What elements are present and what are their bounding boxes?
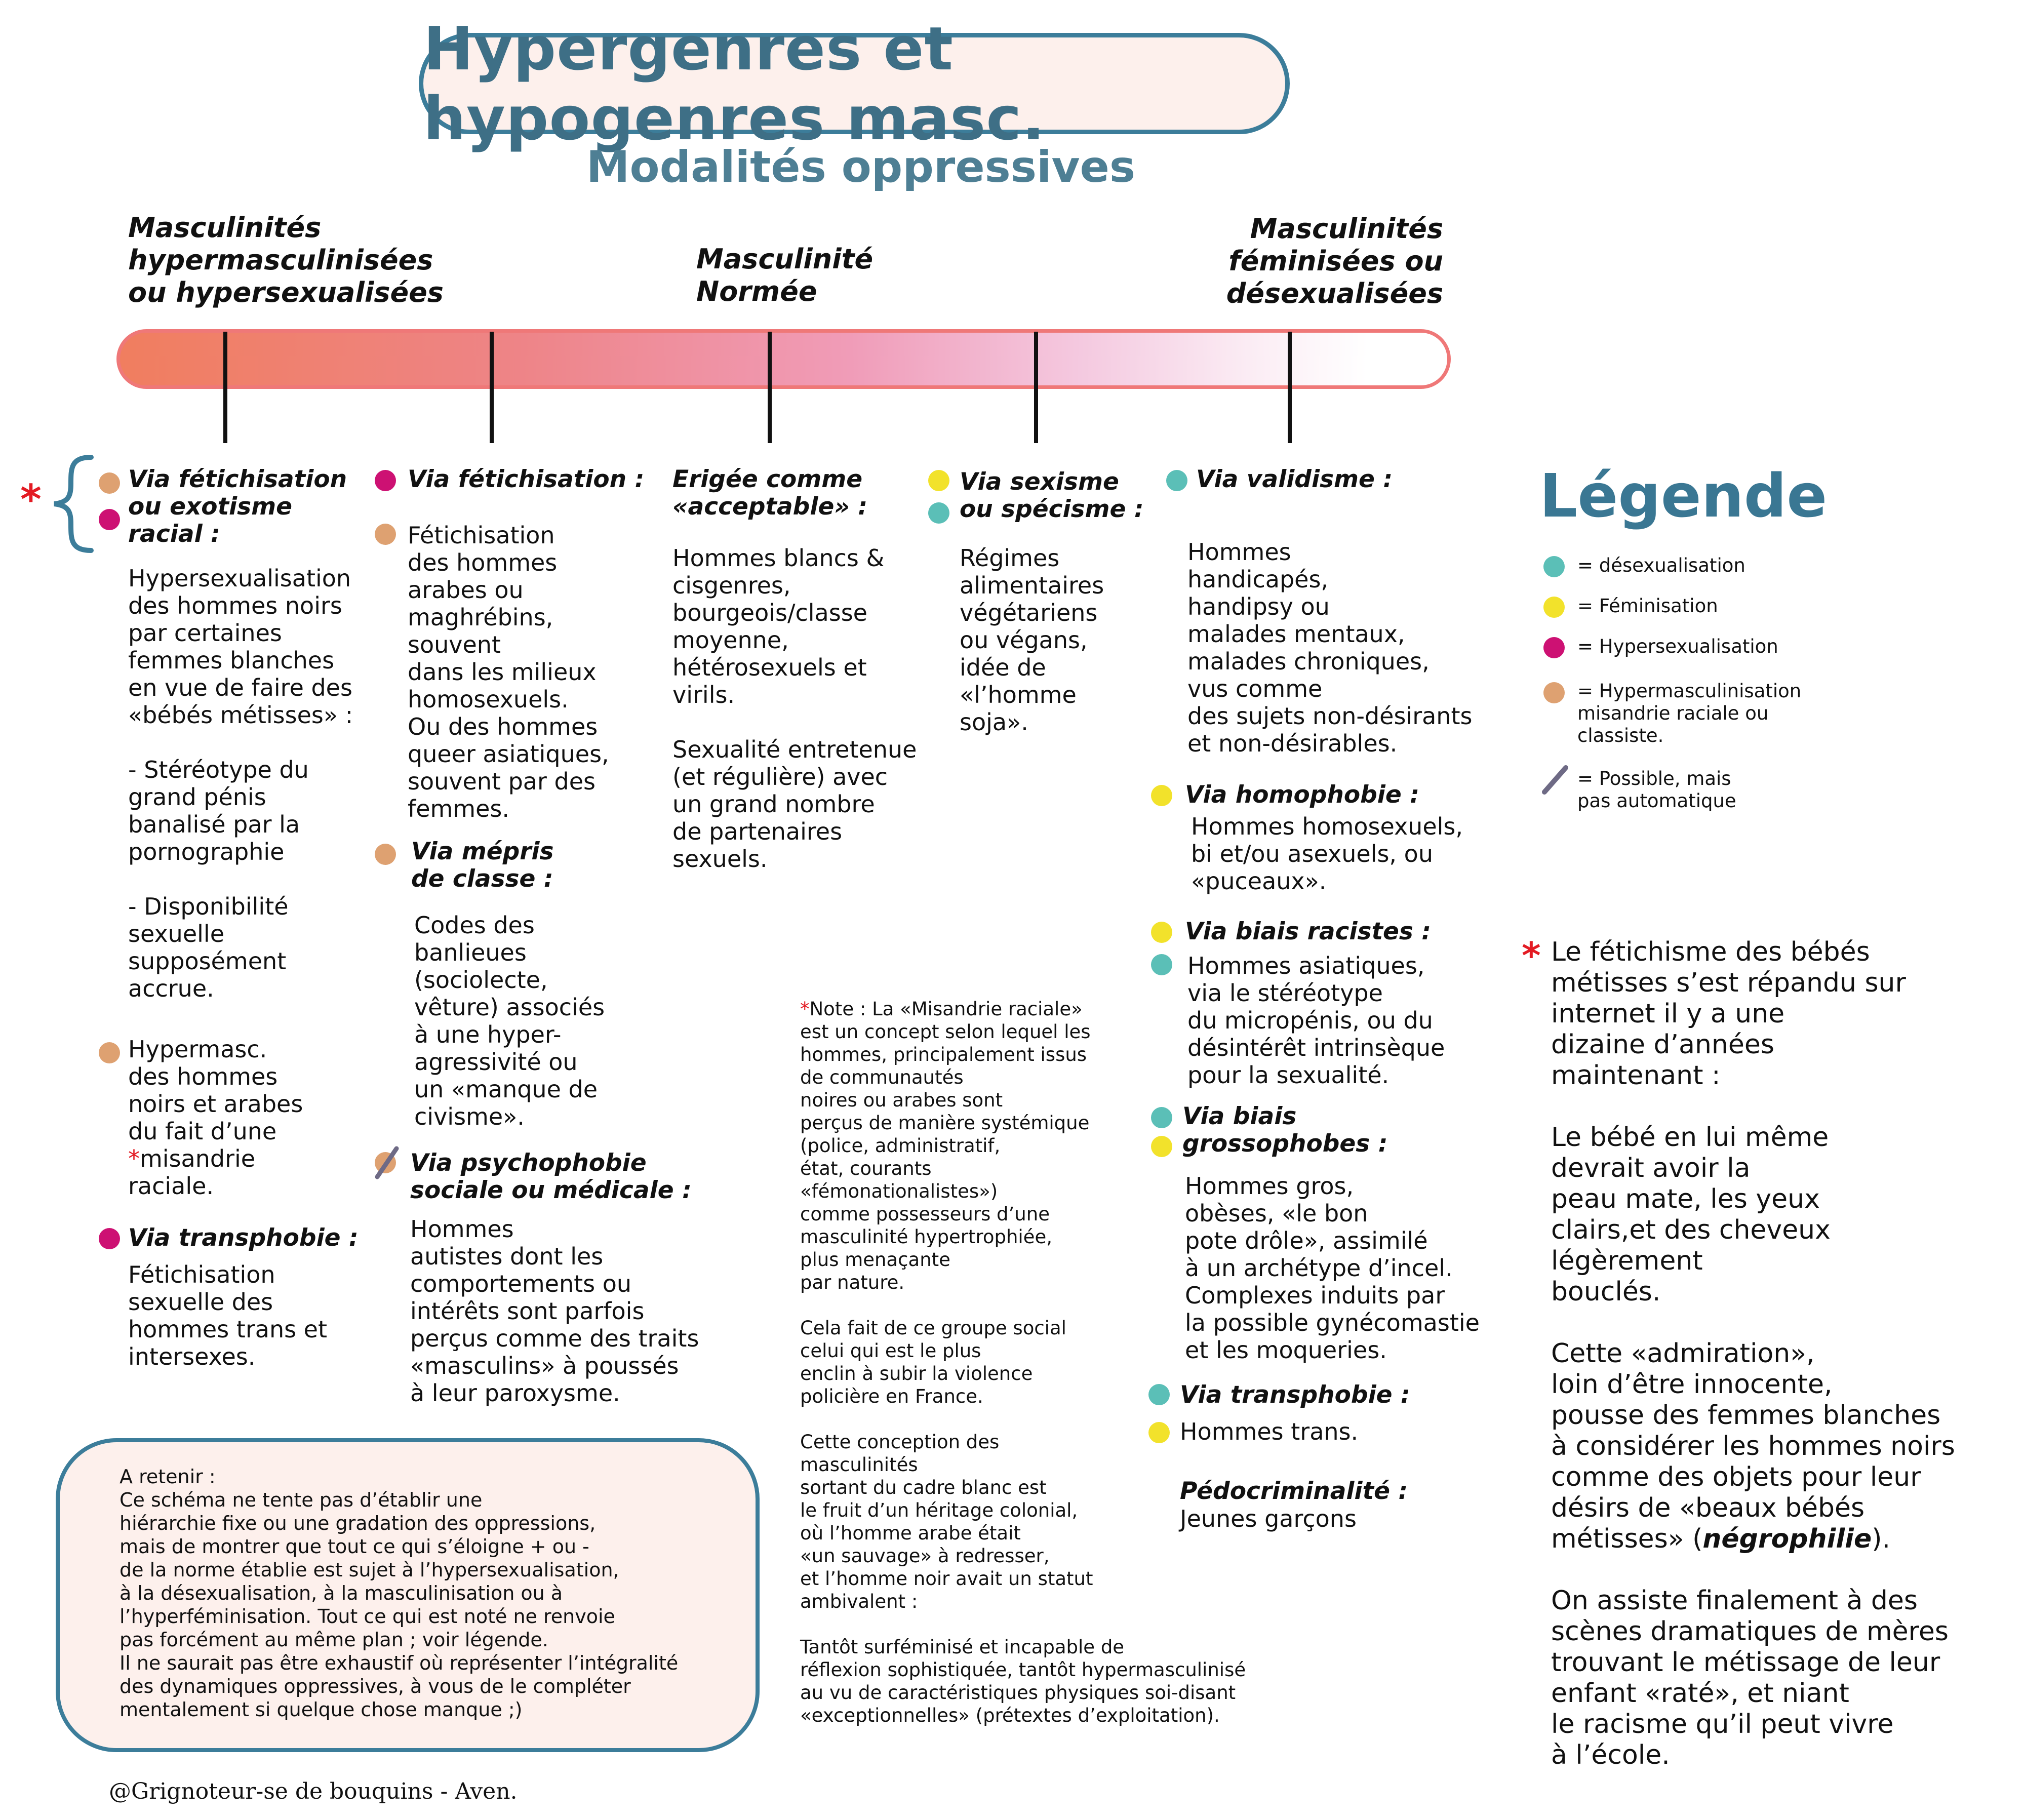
curly-brace-icon xyxy=(48,453,99,555)
col4-heading-sexisme: Via sexisme ou spécisme : xyxy=(960,468,1144,523)
asterisk-marker: * xyxy=(128,1145,140,1172)
feminisation-dot xyxy=(1543,597,1565,618)
col5-heading-transphobie: Via transphobie : xyxy=(1180,1381,1410,1409)
col2-body-mepris-classe: Codes des banlieues (sociolecte, vêture) associés à une hyper- agressivité ou un «manque de civisme». xyxy=(414,912,605,1130)
col2-heading-psychophobie: Via psychophobie sociale ou médicale : xyxy=(410,1149,692,1204)
possible-slash-icon xyxy=(372,1145,400,1181)
col5-heading-validisme: Via validisme : xyxy=(1196,465,1393,493)
col2-body-psychophobie: Hommes autistes dont les comportements ou intérêts sont parfois perçus comme des traits «masculins» à poussés à leur paroxysme. xyxy=(410,1215,699,1407)
tick-mark-3 xyxy=(768,332,772,443)
col1-heading-transphobie: Via transphobie : xyxy=(128,1224,359,1252)
retain-text: A retenir : Ce schéma ne tente pas d’établir une hiérarchie fixe ou une gradation des oppressions, mais de montrer que tout ce qui s’éloigne + ou - de la norme établie est sujet à l’hypersexualisation, à la désexualisation, à la masculinisation ou à l’hyperféminisation. Tout ce qui est noté ne renvoie pas forcément au même plan ; voir légende. Il ne saurait pas être exhaustif où représenter l’intégralité des dynamiques oppressives, à vous de le compléter mentalement si quelque chose manque ;) xyxy=(120,1466,679,1721)
col1-hypermasc-text-end: misandrie raciale. xyxy=(128,1145,256,1200)
gradient-spectrum-bar xyxy=(116,329,1451,389)
legend-possible: = Possible, mais pas automatique xyxy=(1577,768,1736,812)
desexualisation-dot xyxy=(928,502,949,524)
legend-hypermasculinisation: = Hypermasculinisation misandrie raciale ou classiste. xyxy=(1577,680,1802,746)
col1-body-fetichisation: Hypersexualisation des hommes noirs par certaines femmes blanches en vue de faire des «bébés métisses» : - Stéréotype du grand pénis banalisé par la pornographie - Disponibilité sexuelle supposément accrue. xyxy=(128,565,353,1002)
asterisk-marker: * xyxy=(800,998,810,1020)
desexualisation-dot xyxy=(1543,556,1565,577)
page-title: Hypergenres et hypogenres masc. xyxy=(423,14,1046,153)
col1-body-transphobie: Fétichisation sexuelle des hommes trans et intersexes. xyxy=(128,1261,328,1370)
col3-heading-acceptable: Erigée comme «acceptable» : xyxy=(672,465,868,521)
col5-body-transphobie: Hommes trans. xyxy=(1180,1418,1359,1445)
desexualisation-dot xyxy=(1151,954,1172,975)
asterisk-marker: * xyxy=(1522,934,1541,977)
col2-heading-fetichisation: Via fétichisation : xyxy=(408,465,645,493)
col2-heading-mepris-classe: Via mépris de classe : xyxy=(411,838,554,893)
feminisation-dot xyxy=(928,470,949,491)
legend-title: Légende xyxy=(1539,461,1828,531)
col2-body-fetichisation: Fétichisation des hommes arabes ou maghrébins, souvent dans les milieux homosexuels. Ou des hommes queer asiatiques, souvent par des femmes. xyxy=(408,522,609,822)
col5-heading-homophobie: Via homophobie : xyxy=(1185,781,1419,809)
hypersexualisation-dot xyxy=(99,1228,120,1249)
feminisation-dot xyxy=(1151,1136,1172,1157)
col5-heading-racistes: Via biais racistes : xyxy=(1185,918,1431,945)
col5-body-validisme: Hommes handicapés, handipsy ou malades mentaux, malades chroniques, vus comme des sujets non-désirants et non-désirables. xyxy=(1187,538,1473,757)
legend-desexualisation: = désexualisation xyxy=(1577,555,1745,576)
note-first-line: Note : La «Misandrie raciale» xyxy=(809,998,1083,1020)
tick-mark-1 xyxy=(223,332,227,443)
desexualisation-dot xyxy=(1148,1384,1170,1405)
col4-body-sexisme: Régimes alimentaires végétariens ou végans, idée de «l’homme soja». xyxy=(960,544,1104,736)
hypersexualisation-dot xyxy=(1543,637,1565,658)
feminisation-dot xyxy=(1151,922,1172,943)
axis-right-label: Masculinités féminisées ou désexualisées xyxy=(1226,213,1443,309)
side-note-text xyxy=(1551,937,1955,1771)
col3-body-acceptable: Hommes blancs & cisgenres, bourgeois/classe moyenne, hétérosexuels et virils. Sexualité entretenue (et régulière) avec un grand nombre de partenaires sexuels. xyxy=(672,544,917,873)
legend-feminisation: = Féminisation xyxy=(1577,595,1718,617)
hypermasculinisation-dot xyxy=(375,844,396,865)
hypermasculinisation-dot xyxy=(375,524,396,545)
note-body: est un concept selon lequel les hommes, principalement issus de communautés noires ou arabes sont perçus de manière systémique (police, administratif, état, courants «fémonationalistes») comme possesseurs d’une masculinité hypertrophiée, plus menaçante par nature. Cela fait de ce groupe social celui qui est le plus enclin à subir la violence policière en France. Cette conception des masculinités sortant du cadre blanc est le fruit d’un héritage colonial, où l’homme arabe était «un sauvage» à redresser, et l’homme noir avait un statut ambivalent : Tantôt surféminisé et incapable de réflexion sophistiquée, tantôt hypermasculinisé au vu de caractéristiques physiques soi-disant «exceptionnelles» (prétextes d’exploitation). xyxy=(800,1021,1246,1726)
credit-line: @Grignoteur-se de bouquins - Aven. xyxy=(109,1778,518,1804)
desexualisation-dot xyxy=(1166,470,1187,491)
col5-body-pedocriminalite: Jeunes garçons xyxy=(1180,1505,1357,1532)
side-note-paragraph: Le fétichisme des bébés métisses s’est répandu sur internet il y a une dizaine d’années maintenant : Le bébé en lui même devrait avoir la peau mate, les yeux clairs,et des cheveux légèrement bouclés. Cette «admiration», loin d’être innocente, pousse des femmes blanches à considérer les hommes noirs comme des objets pour leur désirs de «beaux bébés métisses» ( xyxy=(1551,937,1955,1554)
retain-box xyxy=(56,1438,760,1752)
tick-mark-4 xyxy=(1034,332,1038,443)
tick-mark-5 xyxy=(1288,332,1292,443)
page-subtitle: Modalités oppressives xyxy=(586,142,1136,192)
col5-heading-pedocriminalite: Pédocriminalité : xyxy=(1180,1477,1408,1505)
side-note-bold-term: négrophilie xyxy=(1702,1524,1872,1554)
col1-heading-fetichisation: Via fétichisation ou exotisme racial : xyxy=(128,465,347,548)
hypermasculinisation-dot xyxy=(1543,682,1565,703)
feminisation-dot xyxy=(1151,785,1172,806)
col1-hypermasc-text: Hypermasc. des hommes noirs et arabes du fait d’une xyxy=(128,1036,303,1145)
tick-mark-2 xyxy=(490,332,494,443)
side-note-paragraph-end: ). On assiste finalement à des scènes dramatiques de mères trouvant le métissage de leur enfant «raté», et niant le racisme qu’il peut vivre à l’école. xyxy=(1551,1524,1949,1770)
col5-heading-grossophobes: Via biais grossophobes : xyxy=(1182,1102,1388,1158)
desexualisation-dot xyxy=(1151,1107,1172,1128)
hypermasculinisation-dot xyxy=(99,472,120,494)
hypermasculinisation-dot xyxy=(99,1042,120,1063)
axis-center-label: Masculinité Normée xyxy=(696,243,874,307)
axis-left-label: Masculinités hypermasculinisées ou hypersexualisées xyxy=(128,212,444,308)
legend-hypersexualisation: = Hypersexualisation xyxy=(1577,636,1778,657)
feminisation-dot xyxy=(1148,1422,1170,1443)
hypersexualisation-dot xyxy=(375,470,396,491)
misandrie-note xyxy=(800,998,1246,1727)
col1-body-hypermasc xyxy=(128,1036,303,1200)
col5-body-grossophobes: Hommes gros, obèses, «le bon pote drôle», assimilé à un archétype d’incel. Complexes induits par la possible gynécomastie et les moqueries. xyxy=(1185,1172,1480,1364)
possible-slash-icon xyxy=(1539,765,1570,795)
hypersexualisation-dot xyxy=(99,509,120,530)
asterisk-marker: * xyxy=(20,476,42,523)
col5-body-homophobie: Hommes homosexuels, bi et/ou asexuels, ou «puceaux». xyxy=(1191,813,1463,895)
col5-body-racistes: Hommes asiatiques, via le stéréotype du micropénis, ou du désintérêt intrinsèque pour la sexualité. xyxy=(1187,952,1445,1089)
title-box xyxy=(419,14,1290,153)
